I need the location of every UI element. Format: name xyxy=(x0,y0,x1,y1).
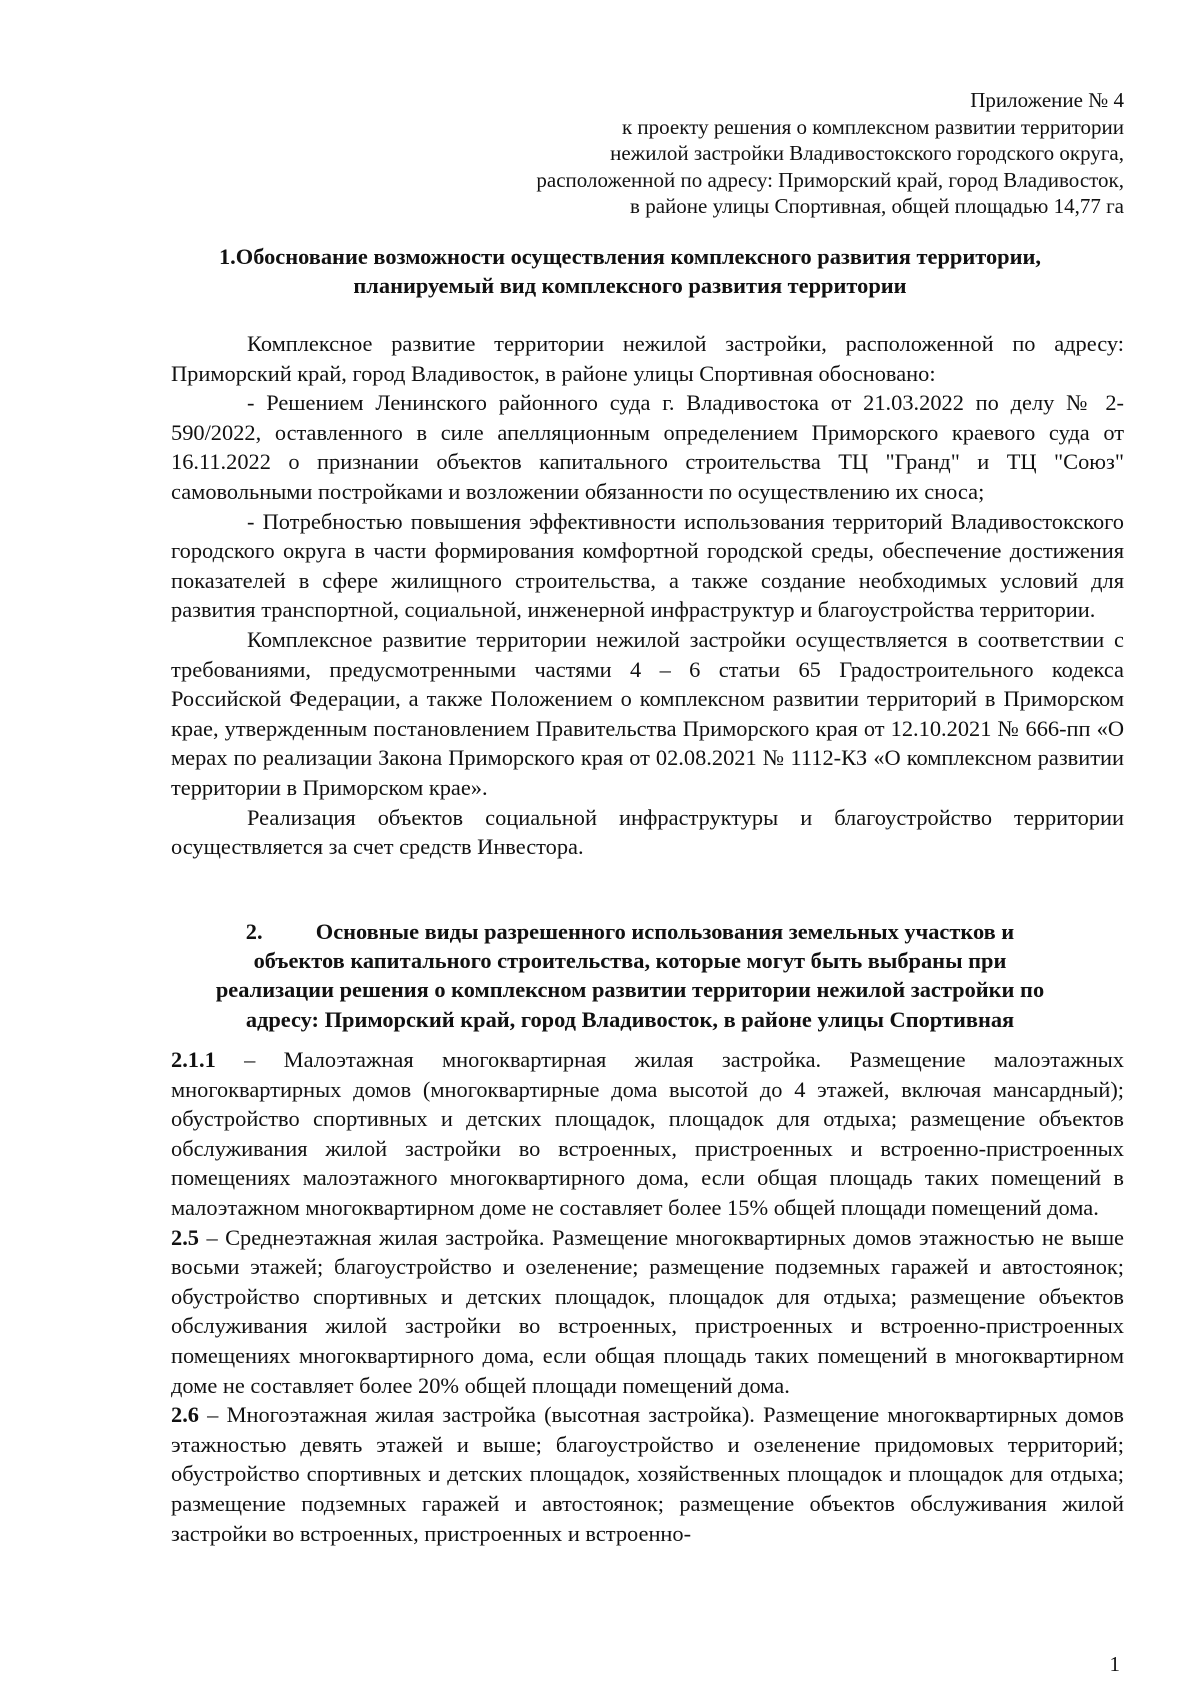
appendix-title: Приложение № 4 xyxy=(970,88,1124,112)
section-number: 2. xyxy=(245,919,263,944)
land-use-code: 2.5 xyxy=(171,1224,199,1250)
section-1-body xyxy=(171,329,1124,862)
land-use-item: 2.6 – Многоэтажная жилая застройка (высотная застройка). Размещение многоквартирных домов этажностью девять этажей и выше; благоустройство и озеленение придомовых территорий; обустройство спортивных и детских площадок, хозяйственных площадок и площадок для отдыха; размещение подземных гаражей и автостоянок; размещение объектов обслуживания жилой застройки во встроенных, пристроенных и встроенно- xyxy=(171,1402,1124,1546)
paragraph: Комплексное развитие территории нежилой застройки осуществляется в соответствии с требованиями, предусмотренными частями 4 – 6 статьи 65 Градостроительного кодекса Российской Федерации, а также Положением о комплексном развитии территорий в Приморском крае, утвержденным постановлением Правительства Приморского края от 12.10.2021 № 666-пп «О мерах по реализации Закона Приморского края от 02.08.2021 № 1112-КЗ «О комплексном развитии территории в Приморском крае». xyxy=(171,626,1124,800)
land-use-item: 2.1.1 – Малоэтажная многоквартирная жилая застройка. Размещение малоэтажных многоквартирных домов (многоквартирные дома высотой до 4 этажей, включая мансардный); обустройство спортивных и детских площадок, площадок для отдыха; размещение объектов обслуживания жилой застройки во встроенных, пристроенных и встроенно-пристроенных помещениях малоэтажного многоквартирного дома, если общая площадь таких помещений в малоэтажном многоквартирном доме не составляет более 15% общей площади помещений дома. xyxy=(171,1047,1124,1220)
land-use-code: 2.1.1 xyxy=(171,1047,216,1072)
land-use-item: 2.5 – Среднеэтажная жилая застройка. Размещение многоквартирных домов этажностью не выше восьми этажей; благоустройство и озеленение; размещение подземных гаражей и автостоянок; обустройство спортивных и детских площадок, площадок для отдыха; размещение объектов обслуживания жилой застройки во встроенных, пристроенных и встроенно-пристроенных помещениях многоквартирного дома, если общая площадь таких помещений в многоквартирном доме не составляет более 20% общей площади помещений дома. xyxy=(171,1224,1124,1398)
paragraph: Реализация объектов социальной инфраструктуры и благоустройство территории осуществляется за счет средств Инвестора. xyxy=(171,804,1124,860)
appendix-line: в районе улицы Спортивная, общей площадью 14,77 га xyxy=(630,194,1124,219)
section-1-heading: 1.Обоснование возможности осуществления комплексного развития территории, планируемый вид комплексного развития территории xyxy=(218,244,1042,298)
paragraph: Комплексное развитие территории нежилой застройки, расположенной по адресу: Приморский край, город Владивосток, в районе улицы Спортивная обосновано: xyxy=(171,331,1124,386)
paragraph: - Потребностью повышения эффективности использования территорий Владивостокского городского округа в части формирования комфортной городской среды, обеспечение достижения показателей в сфере жилищного строительства, а также создание необходимых условий для развития транспортной, социальной, инженерной инфраструктур и благоустройства территории. xyxy=(171,508,1124,623)
paragraph: - Решением Ленинского районного суда г. Владивостока от 21.03.2022 по делу № 2-590/2022, оставленного в силе апелляционным определением Приморского краевого суда от 16.11.2022 о признании объектов капитального строительства ТЦ "Гранд" и ТЦ "Союз" самовольными постройками и возложении обязанности по осуществлению их сноса; xyxy=(171,390,1124,504)
section-2-heading: 2. Основные виды разрешенного использования земельных участков и объектов капитального строительства, которые могут быть выбраны при реализации решения о комплексном развитии территории нежилой застройки по адресу: Приморский край, город Владивосток, в районе улицы Спортивная xyxy=(215,919,1045,1032)
appendix-line: к проекту решения о комплексном развитии территории xyxy=(621,114,1124,139)
appendix-line: нежилой застройки Владивостокского городского округа, xyxy=(610,141,1124,166)
section-2-body xyxy=(171,1045,1124,1548)
appendix-line: расположенной по адресу: Приморский край, город Владивосток, xyxy=(536,167,1124,192)
page-number: 1 xyxy=(1109,1652,1120,1676)
appendix-header xyxy=(500,87,1124,220)
land-use-code: 2.6 xyxy=(171,1402,199,1428)
